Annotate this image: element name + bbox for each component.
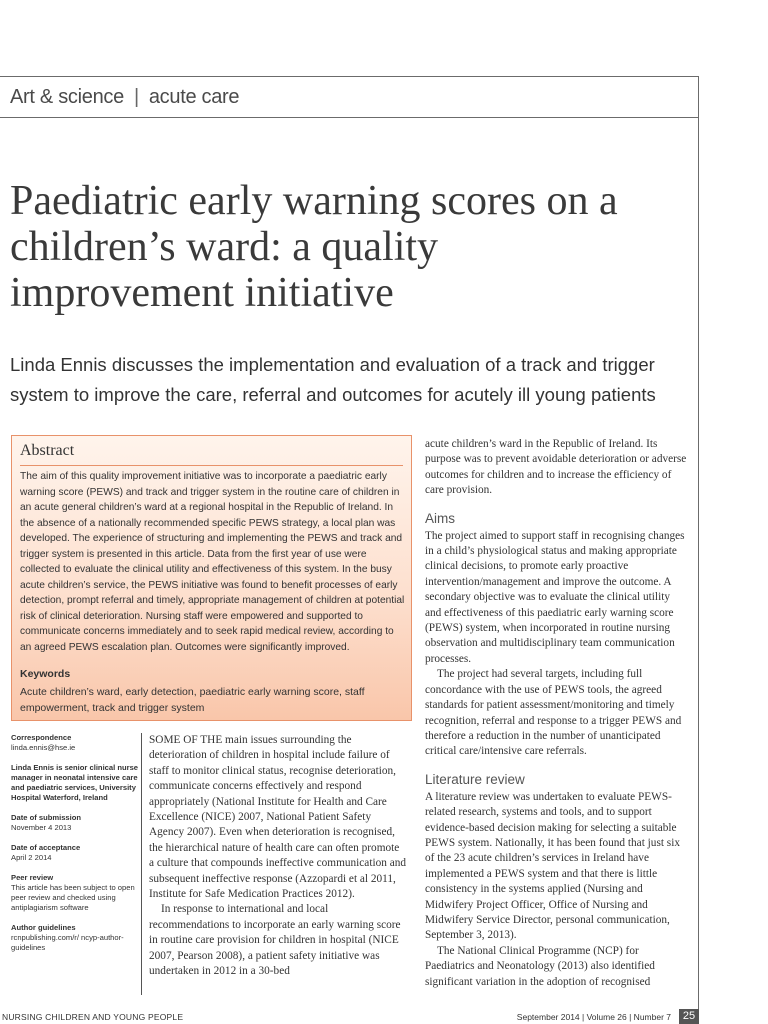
sidebar-divider: [141, 733, 142, 995]
body-paragraph: The National Clinical Programme (NCP) for Paediatrics and Neonatology (2013) also identified significant variation in the adoption of recognised: [425, 944, 655, 988]
section-separator: |: [133, 86, 139, 108]
subsection-name: acute care: [148, 86, 240, 108]
issue-info: September 2014 | Volume 26 | Number 7: [516, 1012, 671, 1022]
body-column-2: [425, 437, 687, 990]
body-paragraph: SOME OF THE main issues surrounding the deterioration of children in hospital include failure of staff to monitor clinical status, recognise deterioration, communicate concerns effectively and respond appropriately (National Institute for Health and Care Excellence (NICE) 2007, National Patient Safety Agency 2007). Even when deterioration is recognised, the hierarchical nature of health care can often promote a culture that compounds ineffective communication and subsequent ineffective response (Azzopardi et al 2011, Institute for Safe Medication Practices 2012).: [149, 734, 407, 901]
correspondence-email[interactable]: linda.ennis@hse.ie: [11, 743, 76, 752]
peer-review-block: [11, 873, 139, 913]
body-paragraph: The project aimed to support staff in recognising changes in a child’s physiological status and making appropriate clinical decisions, to promote early proactive intervention/management and improve the outcome. A secondary objective was to evaluate the clinical utility and effectiveness of this paediatric early warning score (PEWS) system, when incorporated in routine nursing observation and multidisciplinary team communication processes.: [425, 529, 685, 665]
section-name: Art & science: [10, 86, 124, 108]
article-title: Paediatric early warning scores on a children’s ward: a quality improvement initiative: [10, 178, 618, 316]
submission-date: November 4 2013: [11, 823, 72, 832]
author-bio-block: [11, 763, 139, 803]
keywords-text: Acute children’s ward, early detection, paediatric early warning score, staff empowerment, track and trigger system: [20, 686, 365, 714]
guidelines-link[interactable]: rcnpublishing.com/r/ ncyp-author-guidelines: [11, 933, 124, 952]
acceptance-block: [11, 843, 139, 863]
abstract-heading: Abstract: [20, 442, 75, 459]
acceptance-date: April 2 2014: [11, 853, 52, 862]
correspondence-label: Correspondence: [11, 733, 72, 742]
peer-review-label: Peer review: [11, 873, 54, 882]
journal-name: NURSING CHILDREN AND YOUNG PEOPLE: [2, 1012, 184, 1022]
submission-block: [11, 813, 139, 833]
abstract-divider: [20, 465, 403, 466]
body-paragraph: In response to international and local recommendations to incorporate an early warning score in routine care provision for children in hospital (NICE 2007, Pearson 2008), a patient safety initiative was undertaken in 2012 in a 30-bed: [149, 903, 401, 978]
keywords-heading: Keywords: [20, 668, 71, 680]
peer-review-text: This article has been subject to open peer review and checked using antiplagiarism software: [11, 883, 135, 912]
article-standfirst: Linda Ennis discusses the implementation and evaluation of a track and trigger system to improve the care, referral and outcomes for acutely ill young patients: [10, 354, 656, 405]
abstract-box: [11, 435, 412, 721]
body-paragraph: The project had several targets, including full concordance with the use of PEWS tools, the agreed standards for patient assessment/monitoring and timely recognition, referral and response to a trigger PEWS and therefore a reduction in the number of unanticipated critical care/intensive care referrals.: [425, 668, 682, 758]
submission-label: Date of submission: [11, 813, 82, 822]
literature-review-heading: Literature review: [425, 771, 525, 787]
guidelines-block: [11, 923, 139, 953]
acceptance-label: Date of acceptance: [11, 843, 81, 852]
page-number: 25: [679, 1009, 699, 1024]
article-info-sidebar: [11, 733, 139, 963]
body-paragraph: acute children’s ward in the Republic of Ireland. Its purpose was to prevent avoidable deterioration or adverse outcomes for children and to increase the efficiency of care provision.: [425, 438, 687, 497]
aims-heading: Aims: [425, 510, 455, 526]
body-paragraph: A literature review was undertaken to evaluate PEWS-related research, systems and tools, and to support evidence-based decision making for selecting a suitable PEWS system. Nationally, it has been found that just six of the 23 acute children’s services in Ireland have implemented a PEWS system and that there is little consistency in the systems applied (Nursing and Midwifery Project Officer, Office of Nursing and Midwifery Service Director, personal communication, September 3, 2013).: [425, 790, 680, 942]
body-column-1: [149, 733, 407, 980]
section-label: [10, 86, 239, 109]
guidelines-label: Author guidelines: [11, 923, 76, 932]
author-bio: Linda Ennis is senior clinical nurse manager in neonatal intensive care and paediatric services, University Hospital Waterford, Ireland: [11, 763, 139, 802]
correspondence-block: [11, 733, 139, 753]
abstract-text: The aim of this quality improvement initiative was to incorporate a paediatric early warning score (PEWS) and track and trigger system in the routine care of children in an acute general children’s ward at a regional hospital in the Republic of Ireland. In the absence of a nationally recommended specific PEWS strategy, a local plan was developed. The experience of structuring and implementing the PEWS and track and trigger system is presented in this article. Data from the first year of use were collected to evaluate the clinical utility and effectiveness of this system. In the busy acute children’s service, the PEWS initiative was found to benefit processes of early detection, prompt referral and timely, appropriate management of children at potential risk of clinical deterioration. Nursing staff were empowered and supported to communicate concerns immediately and to seek rapid medical review, according to an agreed PEWS escalation plan. Outcomes were significantly improved.: [20, 471, 405, 653]
